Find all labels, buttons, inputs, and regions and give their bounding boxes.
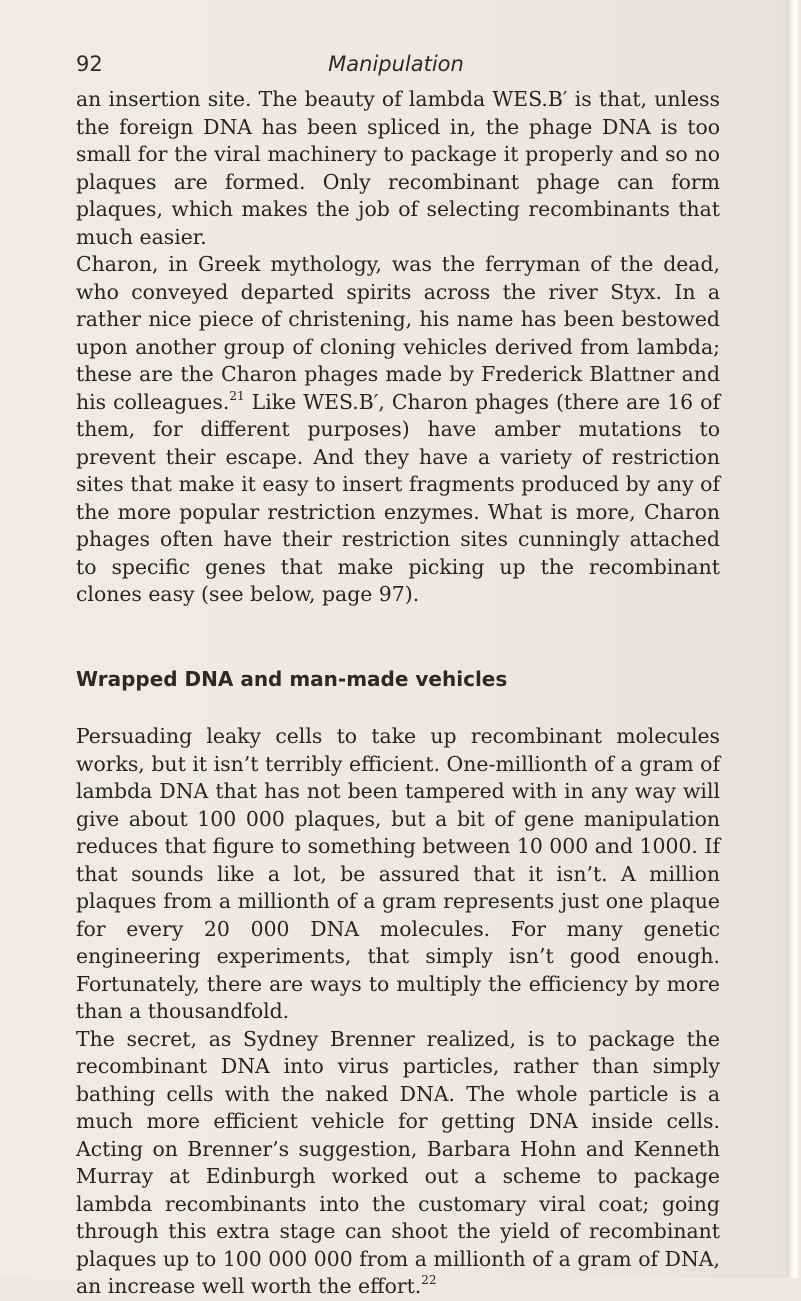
paragraph-text: Charon, in Greek mythology, was the ferryman of the dead, who conveyed departed spirits across the river Styx. In a rather nice piece of christening, his name has been bestowed upon another group of cloning vehicles derived from lambda; these are the Charon phages made by Frederick Blattner and his colleagues. [76,252,720,414]
paragraph-text: Like WES.B′, Charon phages (there are 16 of them, for different purposes) have amber mutations to prevent their escape. And they have a variety of restriction sites that make it easy to insert fragments produced by any of the more popular restriction enzymes. What is more, Charon phages often have their restriction sites cunningly attached to specific genes that make picking up the recombinant clones easy (see below, page 97). [76,389,720,606]
paragraph-lambda-wes [76,86,720,251]
paragraph-brenner [76,1026,720,1301]
footnote-marker-22: 22 [421,1273,437,1287]
paragraph-charon [76,251,720,609]
paragraph-leaky-cells [76,723,720,1026]
page-gutter-edge [787,0,801,1278]
paragraph-text: The secret, as Sydney Brenner realized, is to package the recombinant DNA into virus particles, rather than simply bathing cells with the naked DNA. The whole particle is a much more efficient vehicle for getting DNA inside cells. Acting on Brenner’s suggestion, Barbara Hohn and Kenneth Murray at Edinburgh worked out a scheme to package lambda recombinants into the customary viral coat; going through this extra stage can shoot the yield of recombinant plaques up to 100 000 000 from a millionth of a gram of DNA, an increase well worth the effort. [76,1026,720,1298]
paragraph-text: an insertion site. The beauty of lambda WES.B′ is that, unless the foreign DNA has been spliced in, the phage DNA is too small for the viral machinery to package it properly and so no plaques are formed. Only recombinant phage can form plaques, which makes the job of selecting recombinants that much easier. [76,87,720,249]
chapter-title: Manipulation [328,52,464,76]
section-heading: Wrapped DNA and man-made vehicles [76,666,508,691]
body-text [76,86,720,1301]
page-number: 92 [76,52,103,76]
paragraph-text: Persuading leaky cells to take up recombinant molecules works, but it isn’t terribly efficient. One-millionth of a gram of lambda DNA that has not been tampered with in any way will give about 100 000 plaques, but a bit of gene manipulation reduces that figure to something between 10 000 and 1000. If that sounds like a lot, be assured that it isn’t. A million plaques from a millionth of a gram represents just one plaque for every 20 000 DNA molecules. For many genetic engineering experiments, that simply isn’t good enough. Fortunately, there are ways to multiply the efficiency by more than a thousandfold. [76,724,720,1023]
running-head [76,52,716,82]
footnote-marker-21: 21 [229,388,245,403]
